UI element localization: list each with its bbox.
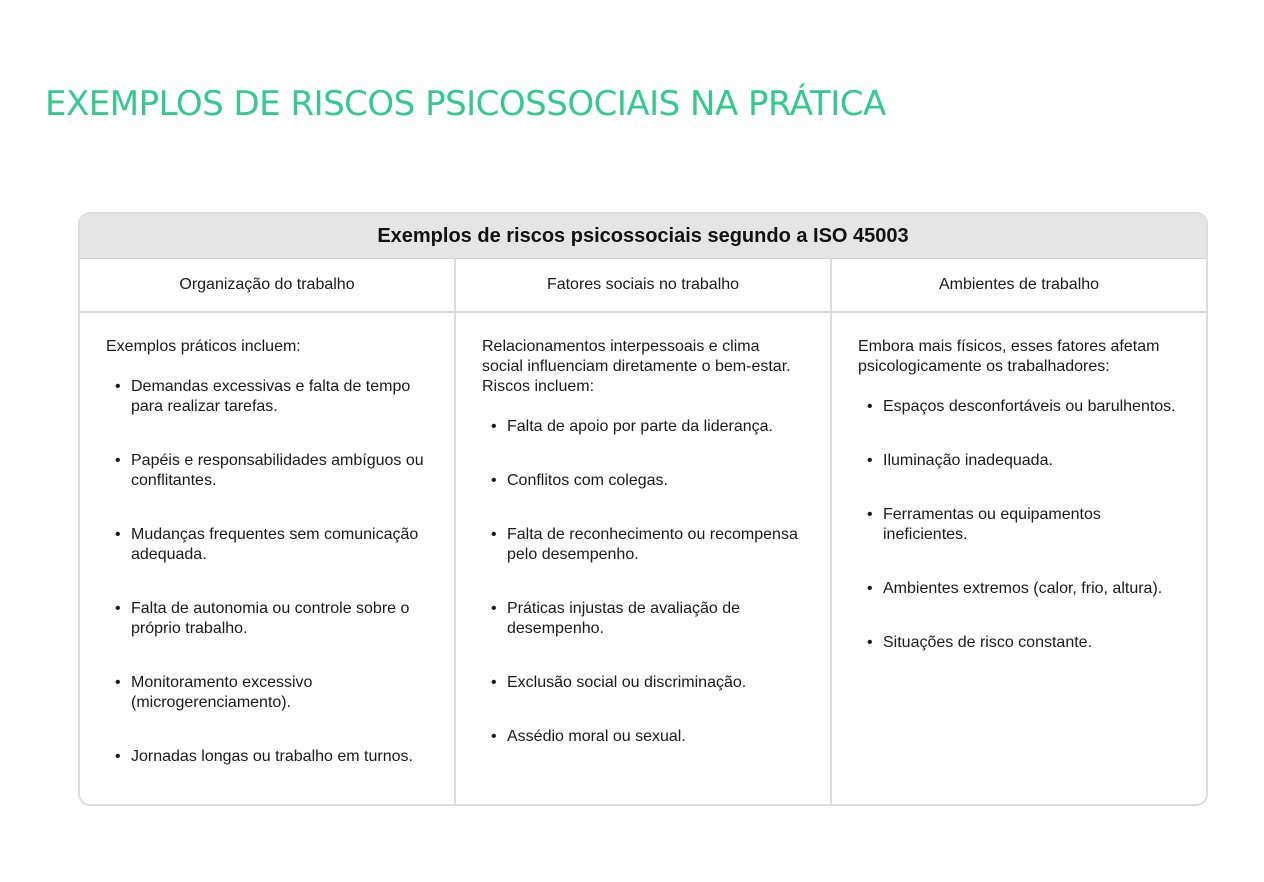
column-header-ambientes: Ambientes de trabalho (830, 259, 1206, 311)
risk-list (106, 377, 430, 767)
risk-list (482, 417, 806, 747)
column-header-fatores-sociais: Fatores sociais no trabalho (454, 259, 830, 311)
list-item: • Falta de reconhecimento ou recompensa pelo desempenho. (482, 525, 806, 565)
list-item: • Falta de apoio por parte da liderança. (482, 417, 806, 437)
list-item: • Exclusão social ou discriminação. (482, 673, 806, 693)
page-title: EXEMPLOS DE RISCOS PSICOSSOCIAIS NA PRÁTICA (45, 84, 886, 124)
column-intro: Relacionamentos interpessoais e clima social influenciam diretamente o bem-estar. Riscos incluem: (482, 338, 791, 395)
column-bodies (80, 313, 1206, 805)
risk-list (858, 397, 1182, 653)
table-title: Exemplos de riscos psicossociais segundo a ISO 45003 (80, 214, 1206, 259)
list-item: • Mudanças frequentes sem comunicação adequada. (106, 525, 430, 565)
list-item: • Iluminação inadequada. (858, 451, 1182, 471)
list-item: • Jornadas longas ou trabalho em turnos. (106, 747, 430, 767)
column-headers (80, 259, 1206, 313)
list-item: • Ambientes extremos (calor, frio, altura). (858, 579, 1182, 599)
column-header-organizacao: Organização do trabalho (179, 276, 355, 293)
list-item: • Monitoramento excessivo (microgerenciamento). (106, 673, 430, 713)
column-fatores-sociais (454, 313, 830, 805)
list-item: • Falta de autonomia ou controle sobre o próprio trabalho. (106, 599, 430, 639)
list-item: • Papéis e responsabilidades ambíguos ou conflitantes. (106, 451, 430, 491)
list-item: • Espaços desconfortáveis ou barulhentos. (858, 397, 1182, 417)
column-intro: Embora mais físicos, esses fatores afetam psicologicamente os trabalhadores: (858, 338, 1160, 375)
column-ambientes (830, 313, 1206, 805)
list-item: • Demandas excessivas e falta de tempo para realizar tarefas. (106, 377, 430, 417)
list-item: • Conflitos com colegas. (482, 471, 806, 491)
list-item: • Assédio moral ou sexual. (482, 727, 806, 747)
risk-examples-table (78, 212, 1208, 806)
column-intro: Exemplos práticos incluem: (106, 338, 301, 355)
column-organizacao (80, 313, 454, 805)
list-item: • Ferramentas ou equipamentos ineficientes. (858, 505, 1182, 545)
list-item: • Práticas injustas de avaliação de desempenho. (482, 599, 806, 639)
list-item: • Situações de risco constante. (858, 633, 1182, 653)
